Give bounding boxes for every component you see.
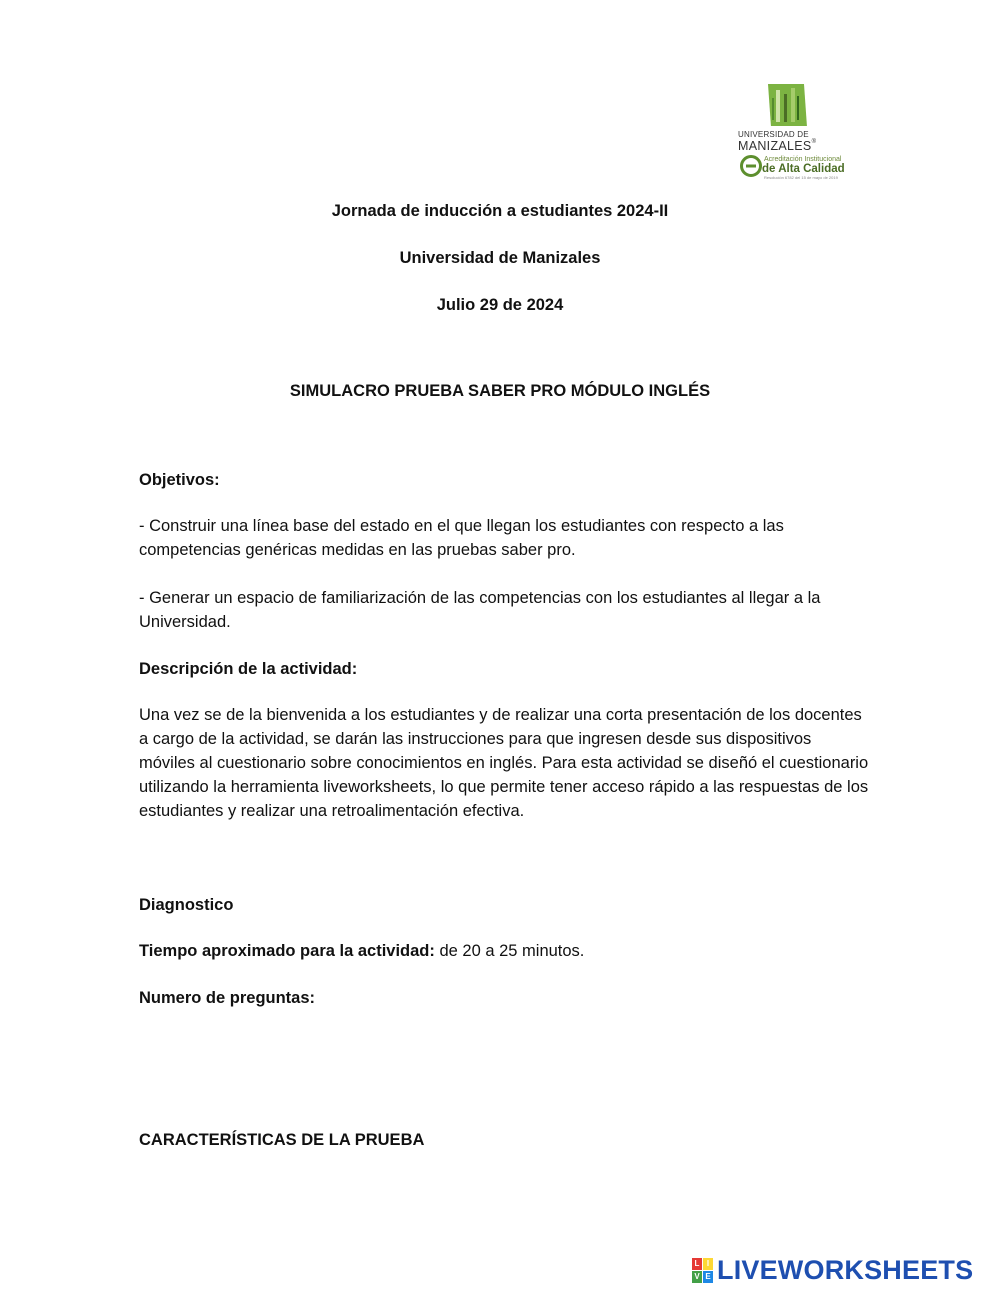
brand-square-e: E (703, 1271, 713, 1283)
time-label: Tiempo aproximado para la actividad: (139, 942, 435, 960)
logo-line2: MANIZALES® (738, 139, 817, 153)
diagnostic-heading: Diagnostico (139, 896, 234, 914)
liveworksheets-logo-icon (692, 1258, 713, 1283)
characteristics-heading: CARACTERÍSTICAS DE LA PRUEBA (139, 1131, 425, 1149)
time-value: de 20 a 25 minutos. (434, 942, 585, 960)
brand-square-v: V (692, 1271, 702, 1283)
brand-square-l: L (692, 1258, 702, 1270)
description-body: Una vez se de la bienvenida a los estudiantes y de realizar una corta presentación de los docentes a cargo de la actividad, se darán las instrucciones para que ingresen desde sus dispositivos móviles al cuestionario sobre conocimientos en inglés. Para esta actividad se diseñó el cuestionario utilizando la herramienta liveworksheets, lo que permite tener acceso rápido a las respuestas de los estudiantes y realizar una retroalimentación efectiva. (139, 706, 869, 820)
brand-square-i: I (703, 1258, 713, 1270)
description-heading: Descripción de la actividad: (139, 660, 358, 678)
accreditation-big-text: de Alta Calidad (762, 163, 845, 175)
title-line-1: Jornada de inducción a estudiantes 2024-II (331, 202, 669, 220)
liveworksheets-wordmark: LIVEWORKSHEETS (717, 1254, 974, 1285)
accreditation-small-text: Acreditación Institucional (764, 156, 842, 163)
accreditation-badge (738, 155, 845, 180)
objective-item-2: - Generar un espacio de familiarización de las competencias con los estudiantes al llegar a la Universidad. (139, 589, 821, 631)
university-logo-icon (738, 82, 842, 130)
liveworksheets-brand (692, 1255, 973, 1285)
logo-line1: UNIVERSIDAD DE (738, 130, 809, 139)
main-title: SIMULACRO PRUEBA SABER PRO MÓDULO INGLÉS (289, 382, 711, 400)
title-line-2: Universidad de Manizales (399, 249, 601, 267)
time-line (139, 939, 869, 963)
questions-label: Numero de preguntas: (139, 989, 316, 1007)
accreditation-resolution-text: Resolución 6782 del 15 de mayo de 2019 (764, 175, 838, 180)
objectives-heading: Objetivos: (139, 471, 220, 489)
objective-item-1: - Construir una línea base del estado en el que llegan los estudiantes con respecto a las competencias genéricas medidas en las pruebas saber pro. (139, 517, 784, 559)
title-line-3: Julio 29 de 2024 (436, 296, 564, 314)
university-logo (738, 82, 845, 182)
accreditation-icon (740, 155, 762, 177)
